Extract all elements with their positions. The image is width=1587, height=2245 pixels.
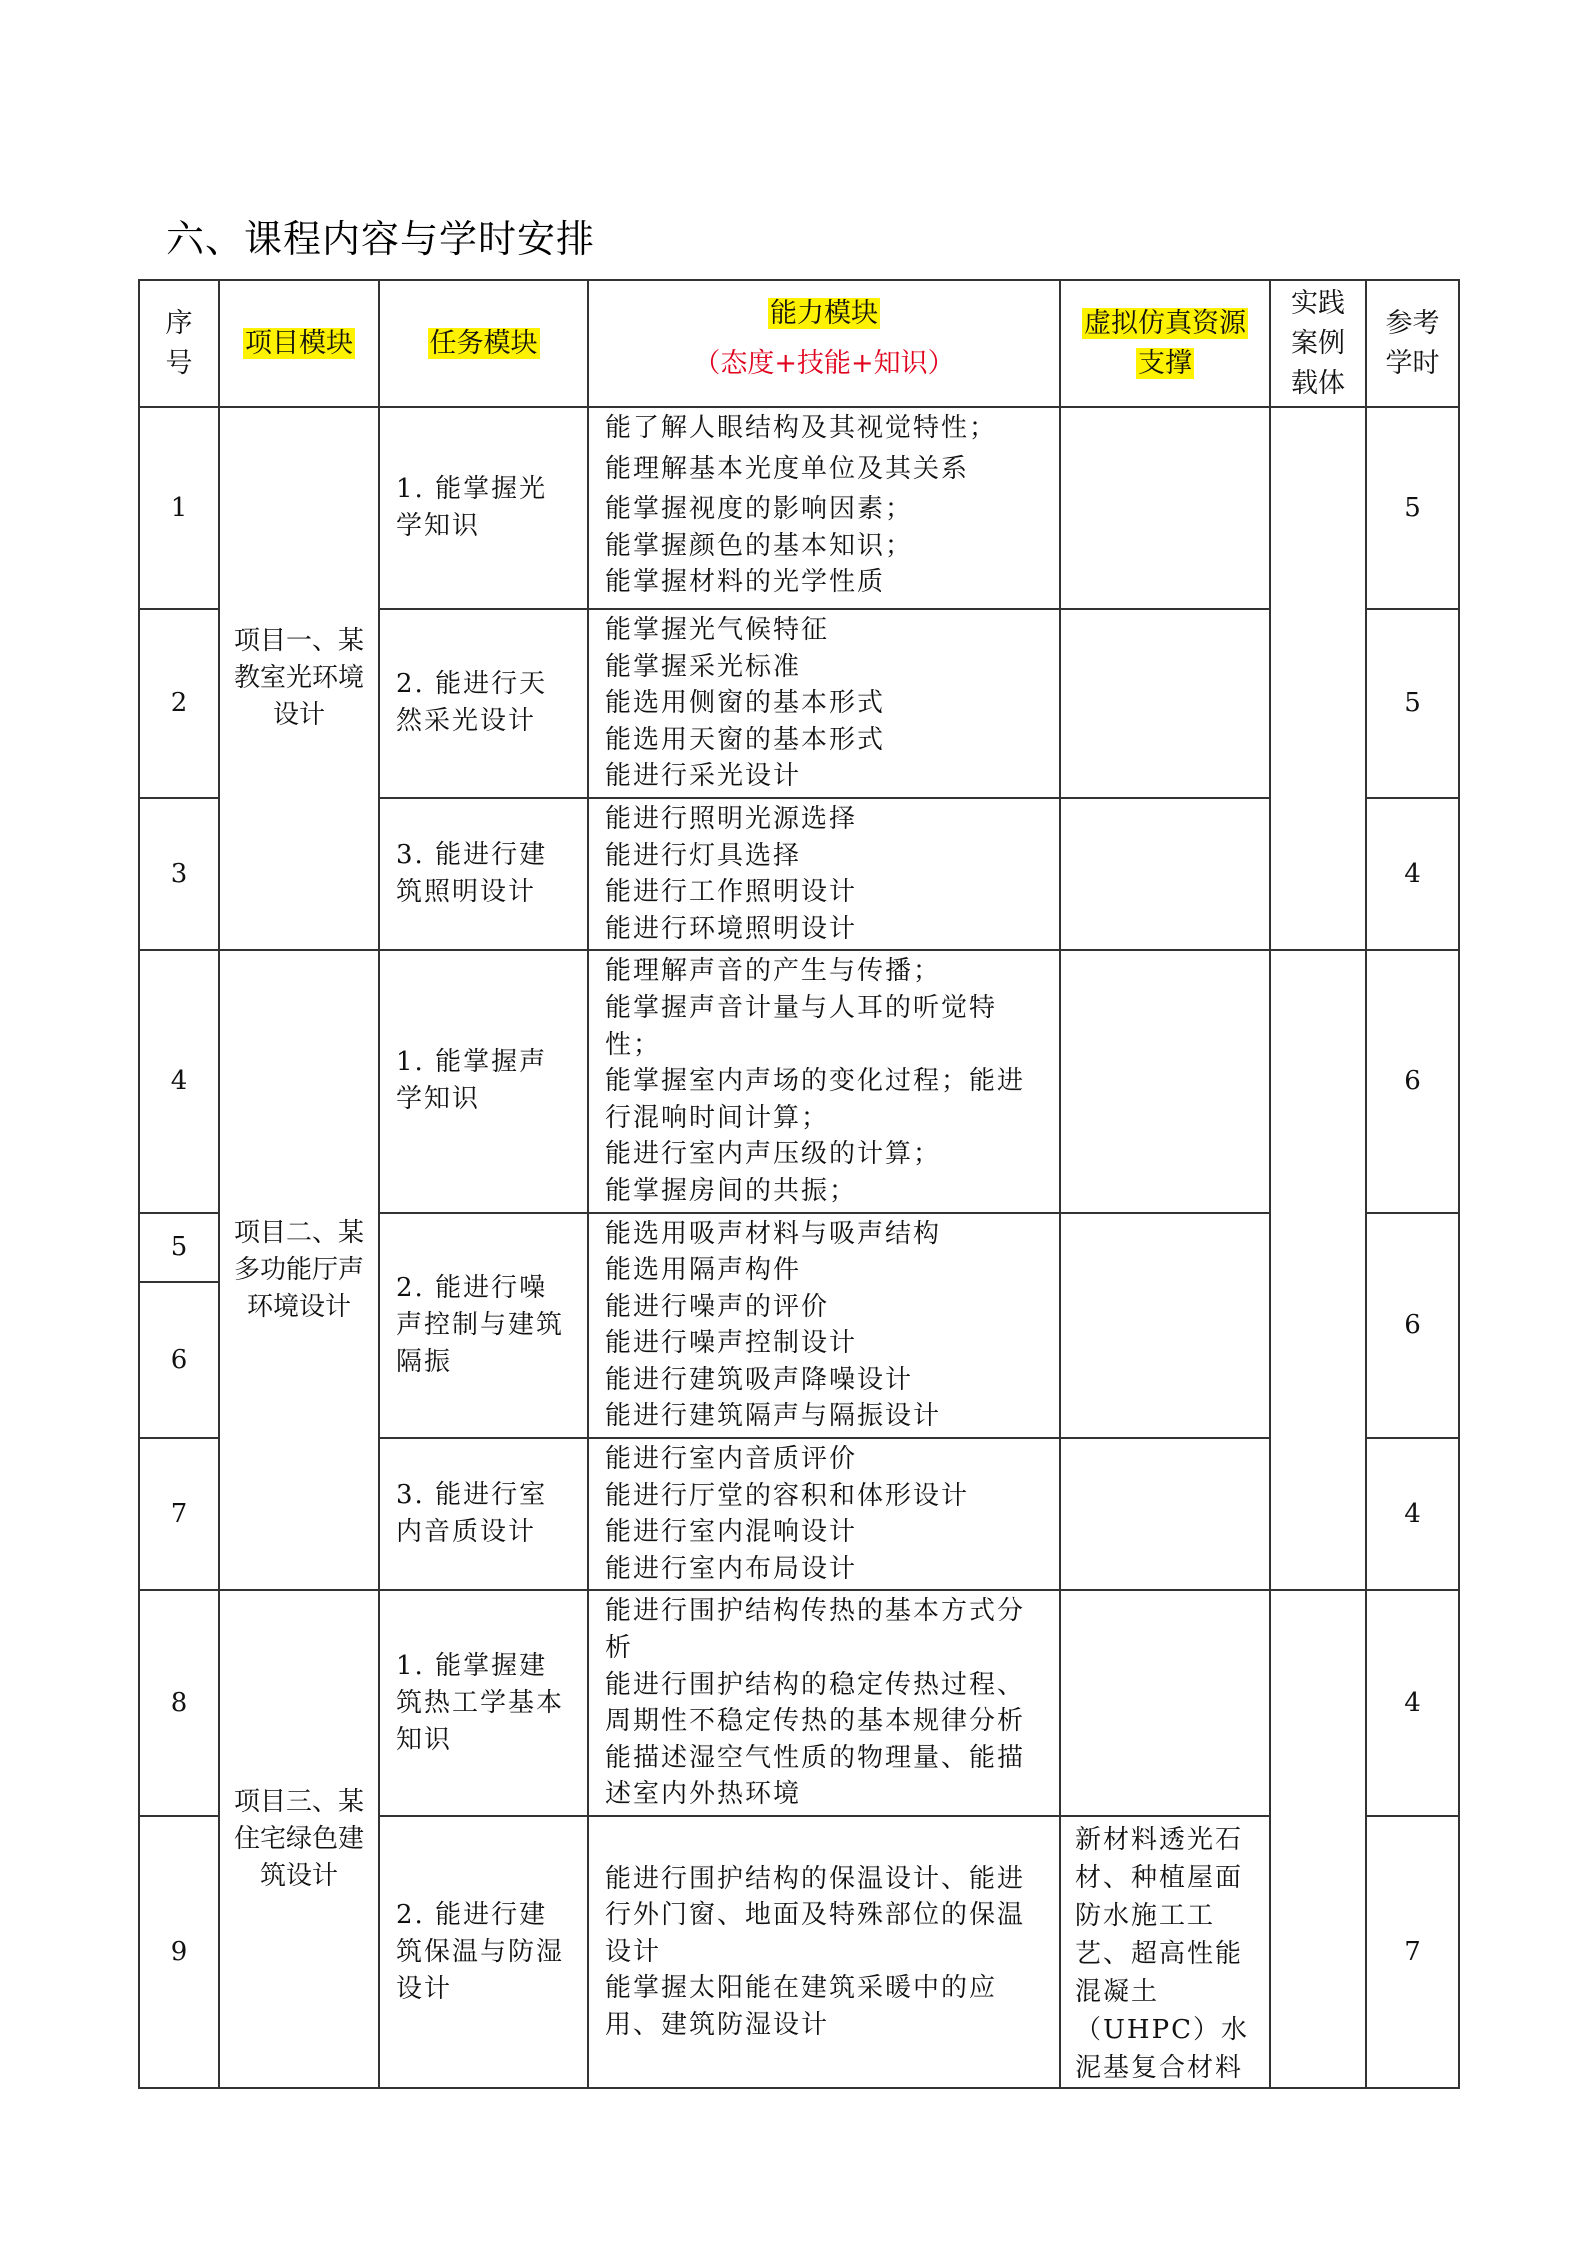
case-cell xyxy=(1270,950,1366,1590)
module-cell: 项目三、某住宅绿色建筑设计 xyxy=(219,1590,379,2088)
vr-cell: 新材料透光石材、种植屋面防水施工工艺、超高性能混凝土（UHPC）水泥基复合材料 xyxy=(1060,1816,1270,2088)
header-vr: 虚拟仿真资源 支撑 xyxy=(1060,280,1270,407)
vr-cell xyxy=(1060,1438,1270,1590)
vr-cell xyxy=(1060,609,1270,798)
header-module: 项目模块 xyxy=(219,280,379,407)
header-seq: 序 号 xyxy=(139,280,219,407)
ability-cell: 能进行照明光源选择 能进行灯具选择 能进行工作照明设计 能进行环境照明设计 xyxy=(588,798,1060,950)
header-hours: 参考 学时 xyxy=(1366,280,1459,407)
task-cell: 3. 能进行室内音质设计 xyxy=(379,1438,588,1590)
case-cell xyxy=(1270,407,1366,950)
ability-cell: 能选用吸声材料与吸声结构 能选用隔声构件 能进行噪声的评价 能进行噪声控制设计 能进行建筑吸声降噪设计 能进行建筑隔声与隔振设计 xyxy=(588,1213,1060,1439)
table-row xyxy=(139,1590,1459,1816)
vr-cell xyxy=(1060,798,1270,950)
seq-cell: 2 xyxy=(139,609,219,798)
seq-cell: 7 xyxy=(139,1438,219,1590)
ability-cell: 能进行室内音质评价 能进行厅堂的容积和体形设计 能进行室内混响设计 能进行室内布局设计 xyxy=(588,1438,1060,1590)
header-row xyxy=(139,280,1459,407)
section-title: 六、课程内容与学时安排 xyxy=(166,217,596,261)
ability-cell: 能进行围护结构的保温设计、能进行外门窗、地面及特殊部位的保温设计 能掌握太阳能在建筑采暖中的应用、建筑防湿设计 xyxy=(588,1816,1060,2088)
task-cell: 3. 能进行建筑照明设计 xyxy=(379,798,588,950)
hours-cell: 4 xyxy=(1366,1590,1459,1816)
table-row xyxy=(139,407,1459,609)
seq-cell: 8 xyxy=(139,1590,219,1816)
seq-cell: 5 xyxy=(139,1213,219,1283)
seq-cell: 9 xyxy=(139,1816,219,2088)
seq-cell: 4 xyxy=(139,950,219,1212)
header-case: 实践 案例 载体 xyxy=(1270,280,1366,407)
hours-cell: 4 xyxy=(1366,1438,1459,1590)
hours-cell: 7 xyxy=(1366,1816,1459,2088)
ability-cell: 能掌握光气候特征 能掌握采光标准 能选用侧窗的基本形式 能选用天窗的基本形式 能进行采光设计 xyxy=(588,609,1060,798)
seq-cell: 6 xyxy=(139,1282,219,1438)
task-cell: 2. 能进行噪声控制与建筑隔振 xyxy=(379,1213,588,1439)
vr-cell xyxy=(1060,407,1270,609)
module-cell: 项目一、某教室光环境设计 xyxy=(219,407,379,950)
hours-cell: 6 xyxy=(1366,1213,1459,1439)
vr-cell xyxy=(1060,1213,1270,1439)
hours-cell: 5 xyxy=(1366,407,1459,609)
hours-cell: 5 xyxy=(1366,609,1459,798)
header-ability: 能力模块 （态度+技能+知识） xyxy=(588,280,1060,407)
task-cell: 1. 能掌握声学知识 xyxy=(379,950,588,1212)
header-task: 任务模块 xyxy=(379,280,588,407)
case-cell xyxy=(1270,1590,1366,2088)
ability-cell: 能进行围护结构传热的基本方式分析 能进行围护结构的稳定传热过程、周期性不稳定传热的基本规律分析 能描述湿空气性质的物理量、能描述室内外热环境 xyxy=(588,1590,1060,1816)
vr-cell xyxy=(1060,950,1270,1212)
ability-cell: 能理解声音的产生与传播； 能掌握声音计量与人耳的听觉特性； 能掌握室内声场的变化过程；能进行混响时间计算； 能进行室内声压级的计算； 能掌握房间的共振； xyxy=(588,950,1060,1212)
module-cell: 项目二、某多功能厅声环境设计 xyxy=(219,950,379,1590)
task-cell: 2. 能进行建筑保温与防湿设计 xyxy=(379,1816,588,2088)
seq-cell: 3 xyxy=(139,798,219,950)
seq-cell: 1 xyxy=(139,407,219,609)
ability-cell: 能了解人眼结构及其视觉特性； 能理解基本光度单位及其关系 能掌握视度的影响因素； 能掌握颜色的基本知识； 能掌握材料的光学性质 xyxy=(588,407,1060,609)
course-table xyxy=(138,279,1460,2089)
hours-cell: 4 xyxy=(1366,798,1459,950)
task-cell: 1. 能掌握建筑热工学基本知识 xyxy=(379,1590,588,1816)
vr-cell xyxy=(1060,1590,1270,1816)
task-cell: 1. 能掌握光学知识 xyxy=(379,407,588,609)
task-cell: 2. 能进行天然采光设计 xyxy=(379,609,588,798)
table-row xyxy=(139,950,1459,1212)
hours-cell: 6 xyxy=(1366,950,1459,1212)
